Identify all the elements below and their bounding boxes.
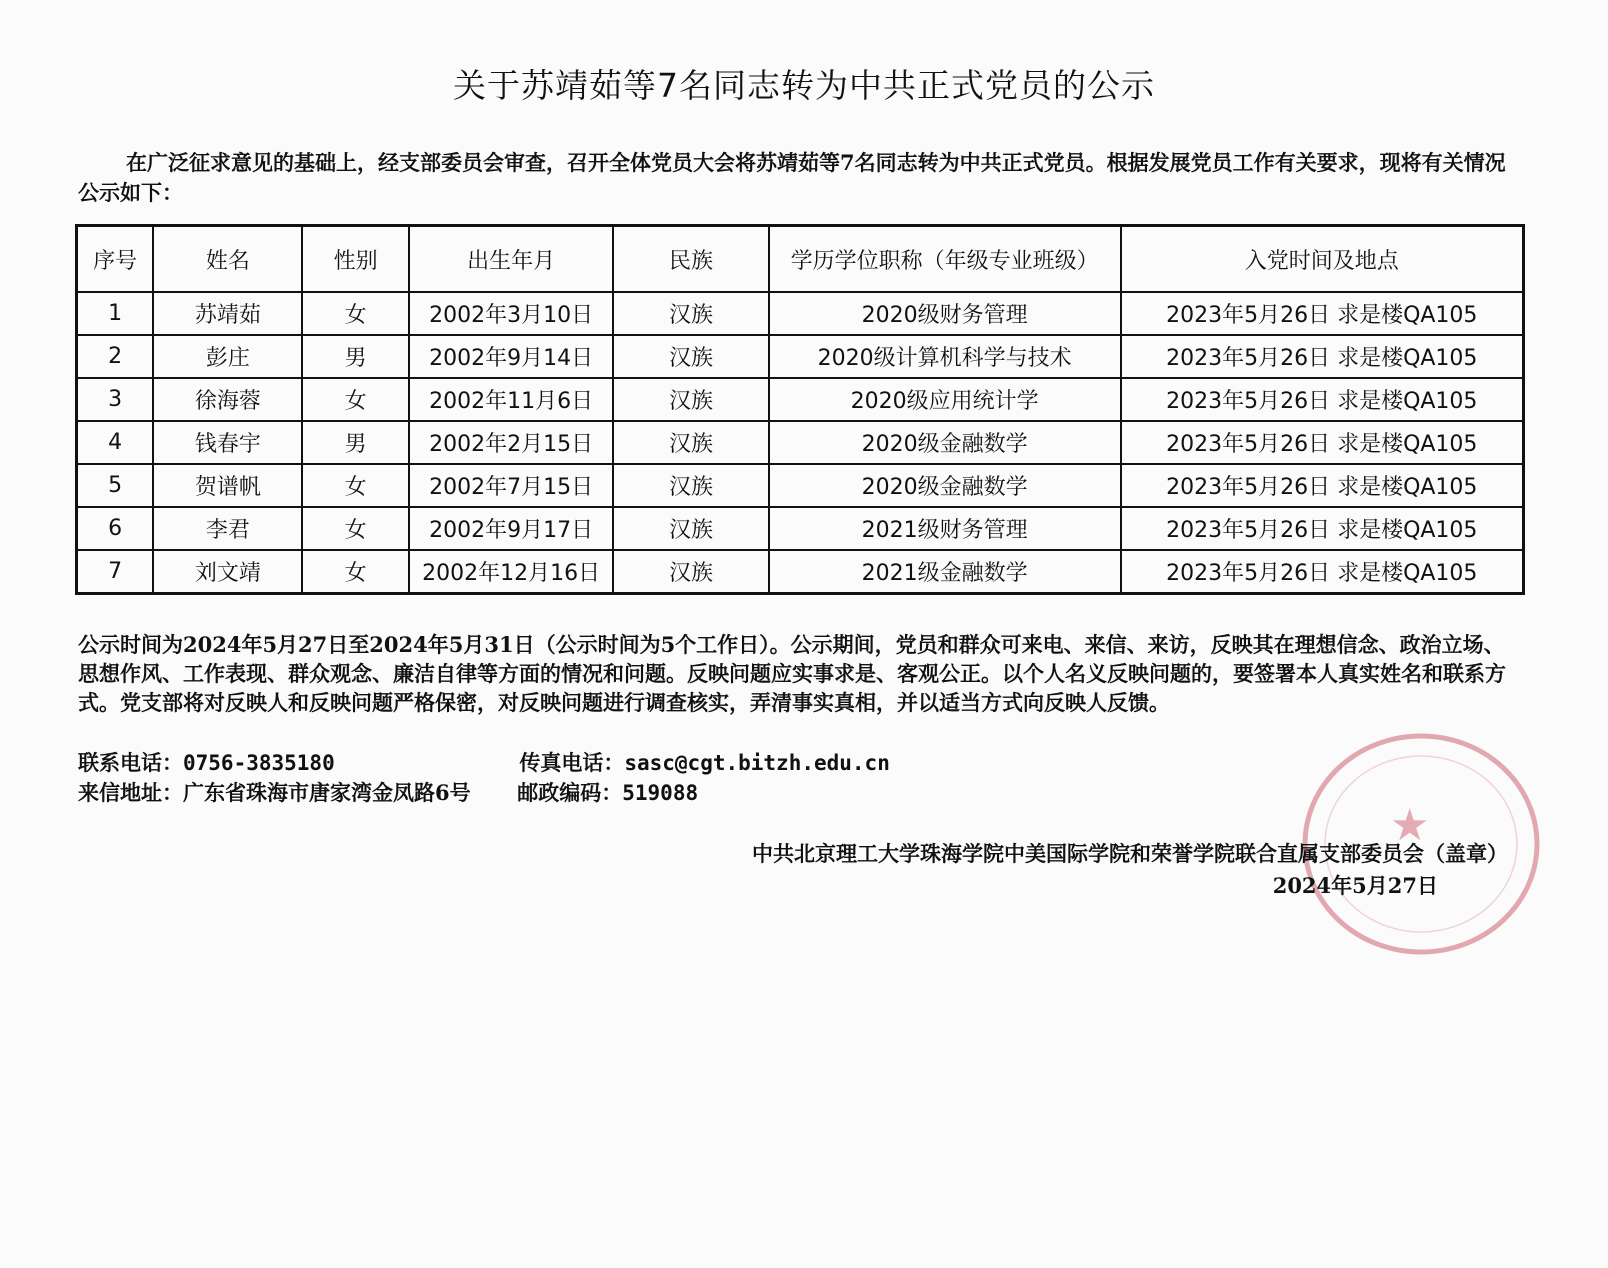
cell-birth: 2002年9月17日	[409, 507, 614, 550]
cell-join-info: 2023年5月26日 求是楼QA105	[1121, 292, 1524, 335]
cell-ethnicity: 汉族	[613, 550, 768, 594]
cell-join-info: 2023年5月26日 求是楼QA105	[1121, 464, 1524, 507]
table-row	[77, 421, 1524, 464]
cell-ethnicity: 汉族	[613, 335, 768, 378]
cell-gender: 女	[302, 378, 408, 421]
header-gender: 性别	[302, 226, 408, 293]
postcode-value: 519088	[622, 781, 699, 805]
cell-join-info: 2023年5月26日 求是楼QA105	[1121, 507, 1524, 550]
issuer: 中共北京理工大学珠海学院中美国际学院和荣誉学院联合直属支部委员会（盖章）	[752, 841, 1508, 866]
cell-name: 钱春宇	[153, 421, 302, 464]
address-value: 广东省珠海市唐家湾金凤路6号	[183, 780, 471, 805]
cell-ethnicity: 汉族	[613, 507, 768, 550]
postcode-label: 邮政编码：	[517, 780, 623, 805]
table-row	[77, 507, 1524, 550]
svg-text:★: ★	[1390, 800, 1430, 851]
cell-index: 6	[77, 507, 154, 550]
header-ethnicity: 民族	[613, 226, 768, 293]
table-row	[77, 550, 1524, 594]
cell-education: 2020级计算机科学与技术	[769, 335, 1121, 378]
header-name: 姓名	[153, 226, 302, 293]
header-education: 学历学位职称（年级专业班级）	[769, 226, 1121, 293]
cell-education: 2021级金融数学	[769, 550, 1121, 594]
contact-line-1	[78, 748, 890, 778]
phone-value: 0756-3835180	[183, 751, 335, 775]
fax-value: sasc@cgt.bitzh.edu.cn	[624, 751, 890, 775]
cell-index: 1	[77, 292, 154, 335]
notice-paragraph: 公示时间为2024年5月27日至2024年5月31日（公示时间为5个工作日）。公示期间，党员和群众可来电、来信、来访，反映其在理想信念、政治立场、思想作风、工作表现、群众观念、廉洁自律等方面的情况和问题。反映问题应实事求是、客观公正。以个人名义反映问题的，要签署本人真实姓名和联系方式。党支部将对反映人和反映问题严格保密，对反映问题进行调查核实，弄清事实真相，并以适当方式向反映人反馈。	[78, 632, 1506, 715]
cell-name: 徐海蓉	[153, 378, 302, 421]
cell-ethnicity: 汉族	[613, 378, 768, 421]
cell-gender: 女	[302, 464, 408, 507]
cell-education: 2020级金融数学	[769, 421, 1121, 464]
cell-gender: 男	[302, 335, 408, 378]
cell-name: 贺谱帆	[153, 464, 302, 507]
cell-gender: 男	[302, 421, 408, 464]
cell-education: 2020级金融数学	[769, 464, 1121, 507]
table-row	[77, 292, 1524, 335]
cell-name: 苏靖茹	[153, 292, 302, 335]
issue-date: 2024年5月27日	[1272, 873, 1438, 898]
fax-label: 传真电话：	[519, 750, 625, 775]
address-label: 来信地址：	[78, 780, 183, 805]
cell-index: 2	[77, 335, 154, 378]
intro-paragraph: 在广泛征求意见的基础上，经支部委员会审查，召开全体党员大会将苏靖茹等7名同志转为中共正式党员。根据发展党员工作有关要求，现将有关情况公示如下：	[78, 150, 1506, 205]
cell-birth: 2002年12月16日	[409, 550, 614, 594]
table-row	[77, 378, 1524, 421]
cell-birth: 2002年2月15日	[409, 421, 614, 464]
table-row	[77, 335, 1524, 378]
header-index: 序号	[77, 226, 154, 293]
cell-gender: 女	[302, 550, 408, 594]
cell-birth: 2002年9月14日	[409, 335, 614, 378]
cell-join-info: 2023年5月26日 求是楼QA105	[1121, 421, 1524, 464]
header-birth: 出生年月	[409, 226, 614, 293]
header-join-info: 入党时间及地点	[1121, 226, 1524, 293]
cell-birth: 2002年7月15日	[409, 464, 614, 507]
cell-name: 刘文靖	[153, 550, 302, 594]
cell-join-info: 2023年5月26日 求是楼QA105	[1121, 550, 1524, 594]
cell-name: 彭庄	[153, 335, 302, 378]
cell-index: 7	[77, 550, 154, 594]
cell-gender: 女	[302, 292, 408, 335]
cell-gender: 女	[302, 507, 408, 550]
cell-name: 李君	[153, 507, 302, 550]
cell-index: 4	[77, 421, 154, 464]
cell-education: 2020级财务管理	[769, 292, 1121, 335]
member-table	[75, 224, 1525, 595]
cell-ethnicity: 汉族	[613, 421, 768, 464]
phone-label: 联系电话：	[78, 750, 183, 775]
cell-join-info: 2023年5月26日 求是楼QA105	[1121, 335, 1524, 378]
cell-education: 2020级应用统计学	[769, 378, 1121, 421]
document-title: 关于苏靖茹等7名同志转为中共正式党员的公示	[453, 66, 1155, 105]
cell-index: 5	[77, 464, 154, 507]
cell-index: 3	[77, 378, 154, 421]
cell-education: 2021级财务管理	[769, 507, 1121, 550]
cell-join-info: 2023年5月26日 求是楼QA105	[1121, 378, 1524, 421]
table-header-row	[77, 226, 1524, 293]
cell-birth: 2002年11月6日	[409, 378, 614, 421]
contact-line-2	[78, 778, 698, 808]
cell-ethnicity: 汉族	[613, 292, 768, 335]
table-row	[77, 464, 1524, 507]
cell-ethnicity: 汉族	[613, 464, 768, 507]
cell-birth: 2002年3月10日	[409, 292, 614, 335]
